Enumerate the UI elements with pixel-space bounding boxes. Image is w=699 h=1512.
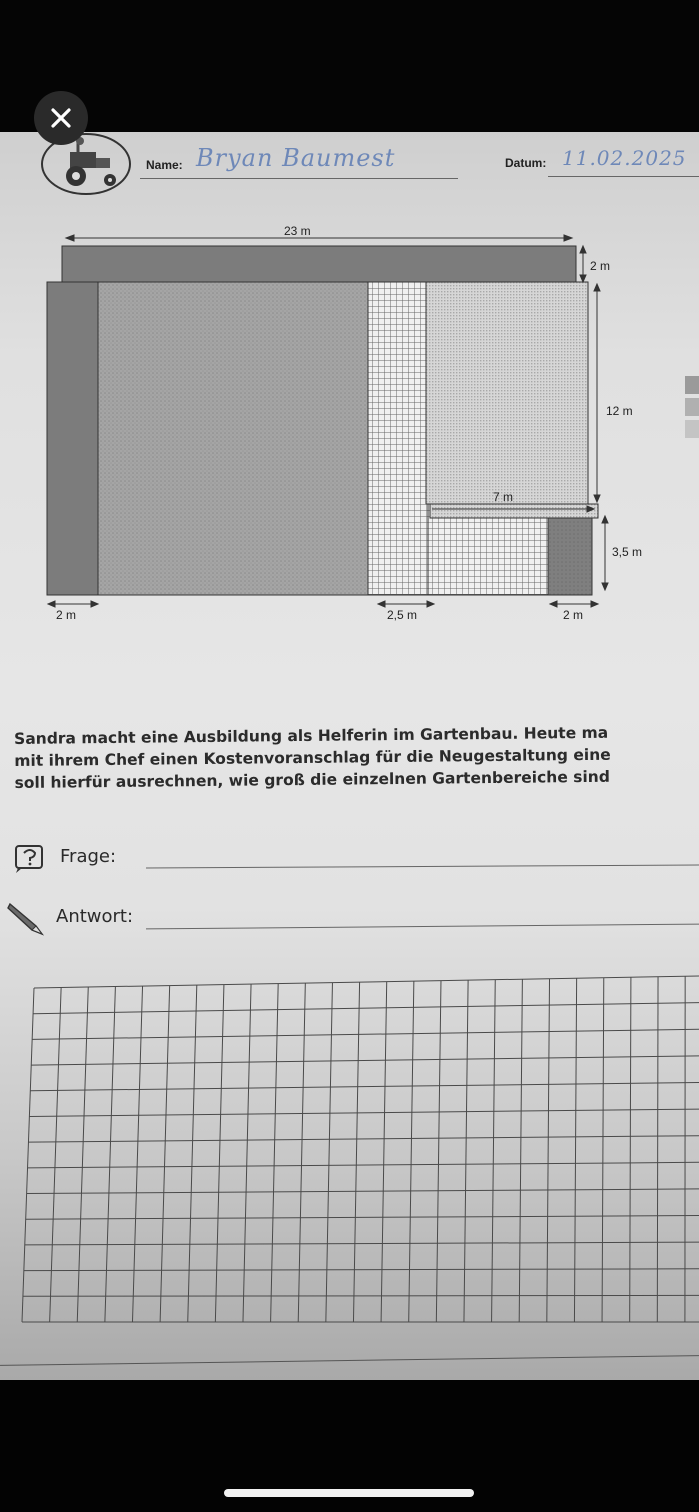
grid-vertical-line bbox=[188, 985, 197, 1322]
grid-horizontal-line bbox=[26, 1216, 699, 1220]
grid-vertical-line bbox=[22, 988, 34, 1322]
question-label: Frage: bbox=[60, 846, 117, 867]
dim-bottom-right: 2 m bbox=[563, 608, 584, 622]
grid-vertical-line bbox=[657, 977, 658, 1322]
dim-inner: 7 m bbox=[493, 490, 514, 504]
answer-label: Antwort: bbox=[56, 906, 134, 927]
close-button[interactable] bbox=[34, 91, 88, 145]
grid-vertical-line bbox=[132, 986, 142, 1322]
grid-vertical-line bbox=[436, 981, 441, 1322]
grid-horizontal-line bbox=[28, 1162, 699, 1168]
name-label: Name: bbox=[146, 158, 183, 172]
grid-horizontal-line bbox=[25, 1242, 699, 1245]
grid-vertical-line bbox=[381, 982, 387, 1322]
grid-vertical-line bbox=[326, 983, 333, 1322]
grid-vertical-line bbox=[353, 982, 359, 1322]
dim-right-top: 2 m bbox=[590, 259, 611, 273]
grid-horizontal-line bbox=[24, 1269, 699, 1271]
answer-grid bbox=[0, 132, 699, 1380]
grid-horizontal-line bbox=[34, 976, 699, 988]
date-value: 11.02.2025 bbox=[562, 146, 687, 170]
task-line-1: Sandra macht eine Ausbildung als Helferin im Gartenbau. Heute ma bbox=[14, 723, 609, 748]
dim-bottom-mid: 2,5 m bbox=[387, 608, 418, 622]
grid-vertical-line bbox=[243, 984, 251, 1322]
grid-vertical-line bbox=[160, 986, 170, 1322]
grid-vertical-line bbox=[298, 983, 305, 1322]
grid-vertical-line bbox=[409, 981, 414, 1322]
dim-right-bottom: 3,5 m bbox=[612, 545, 643, 559]
grid-horizontal-line bbox=[31, 1056, 699, 1065]
close-icon bbox=[50, 107, 72, 129]
grid-vertical-line bbox=[519, 979, 522, 1322]
grid-vertical-line bbox=[630, 977, 631, 1322]
grid-vertical-line bbox=[574, 978, 576, 1322]
grid-vertical-line bbox=[271, 984, 279, 1322]
grid-vertical-line bbox=[105, 987, 116, 1322]
name-value: Bryan Baumest bbox=[196, 144, 396, 172]
grid-vertical-line bbox=[50, 988, 62, 1322]
grid-horizontal-line bbox=[23, 1295, 699, 1296]
grid-vertical-line bbox=[602, 978, 604, 1322]
grid-vertical-line bbox=[215, 985, 224, 1322]
date-label: Datum: bbox=[505, 156, 547, 170]
grid-vertical-line bbox=[492, 980, 496, 1322]
task-line-3: soll hierfür ausrechnen, wie groß die einzelnen Gartenbereiche sind bbox=[14, 767, 610, 792]
grid-vertical-line bbox=[464, 980, 468, 1322]
grid-horizontal-line bbox=[30, 1082, 699, 1090]
dim-bottom-left: 2 m bbox=[56, 608, 77, 622]
dim-right-mid: 12 m bbox=[606, 404, 633, 418]
grid-horizontal-line bbox=[28, 1136, 699, 1142]
task-line-2: mit ihrem Chef einen Kostenvoranschlag für die Neugestaltung eine bbox=[14, 745, 611, 770]
grid-horizontal-line bbox=[32, 1029, 699, 1039]
grid-horizontal-line bbox=[29, 1109, 699, 1116]
grid-vertical-line bbox=[547, 979, 550, 1322]
worksheet-photo bbox=[0, 132, 699, 1380]
dim-top: 23 m bbox=[284, 224, 311, 238]
grid-horizontal-line bbox=[33, 1003, 699, 1014]
grid-vertical-line bbox=[77, 987, 88, 1322]
home-indicator[interactable] bbox=[224, 1489, 474, 1497]
top-bar bbox=[0, 0, 699, 132]
grid-horizontal-line bbox=[27, 1189, 699, 1194]
